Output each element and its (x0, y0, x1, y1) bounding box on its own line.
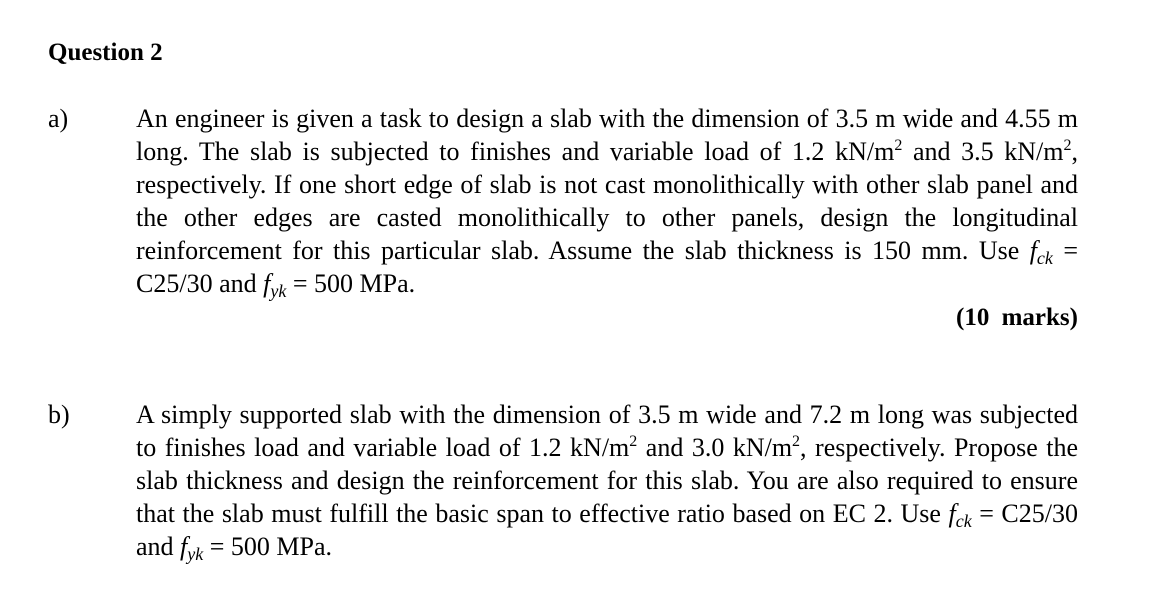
part-a-label: a) (48, 104, 69, 133)
part-b-text: A simply supported slab with the dimension of 3.5 m wide and 7.2 m long was subjected to finishes load and variable load of 1.2 $kN/m^2$ and 3.0 $kN/m^2$, respectively. Propose the slab thickness and design the reinforcement for this slab. You are also required to ensure that the slab must fulfill the basic span to effective ratio based on EC 2. Use $f_{ck} = C25/30$ and $f_{yk} = 500$ MPa. (136, 400, 1079, 564)
part-b-label: b) (48, 400, 70, 429)
part-a-marks: (10 marks) (956, 304, 1078, 331)
part-a-text: An engineer is given a task to design a slab with the dimension of 3.5 m wide and 4.55 m long. The slab is subjected to finishes and variable load of 1.2 $kN/m^2$ and 3.5 $kN/m^2$, respectively. If one short edge of slab is not cast monolithically with other slab panel and the other edges are casted monolithically to other panels, design the longitudinal reinforcement for this particular slab. Assume the slab thickness is 150 mm. Use $f_{ck} = C25/30$ and $f_{yk} = 500$ MPa. (136, 104, 1079, 301)
question-title: Question 2 (48, 39, 163, 66)
